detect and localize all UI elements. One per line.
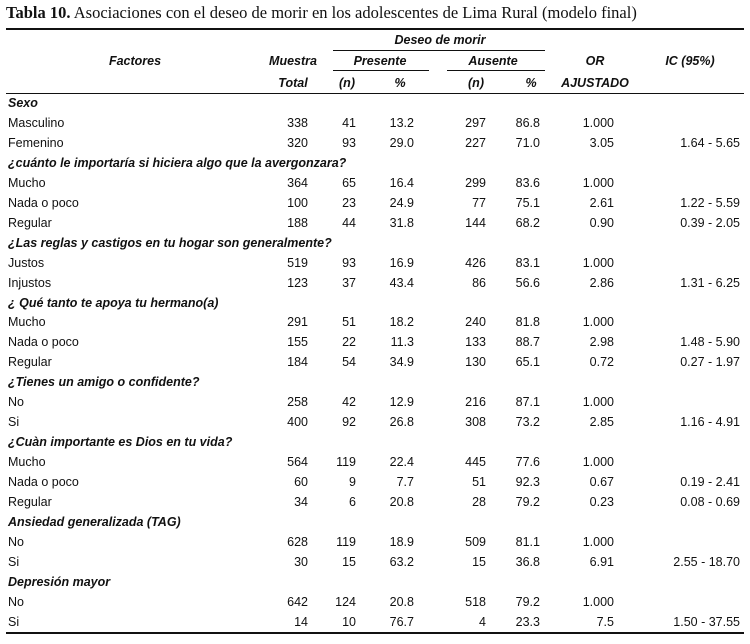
cell-ic: 1.64 - 5.65 <box>680 135 740 150</box>
cell-or: 6.91 <box>589 554 614 569</box>
section-heading: ¿cuánto le importaría si hiciera algo que la avergonzara? <box>8 155 347 170</box>
cell-ausente-n: 445 <box>465 455 486 470</box>
cell-ausente-pct: 71.0 <box>515 135 540 150</box>
cell-presente-pct: 11.3 <box>390 335 414 350</box>
cell-presente-pct: 20.8 <box>389 495 414 509</box>
cell-total: 100 <box>287 195 308 210</box>
cell-ausente-pct: 92.3 <box>515 475 540 490</box>
cell-presente-n: 37 <box>342 275 356 290</box>
cell-total: 14 <box>294 614 308 629</box>
header-ausente-pct: % <box>525 76 537 90</box>
cell-presente-pct: 16.9 <box>389 255 414 270</box>
cell-presente-n: 15 <box>342 554 356 569</box>
cell-total: 338 <box>287 115 308 130</box>
cell-presente-n: 42 <box>342 395 356 410</box>
cell-or: 0.23 <box>589 495 614 509</box>
cell-ausente-n: 227 <box>465 135 486 150</box>
header-ausente-underline <box>447 70 545 71</box>
section-heading: ¿Cuàn importante es Dios en tu vida? <box>8 435 233 450</box>
cell-ausente-n: 51 <box>472 475 486 490</box>
cell-ausente-pct: 68.2 <box>515 215 540 230</box>
cell-ausente-n: 216 <box>465 395 486 410</box>
row-label: Si <box>8 614 20 629</box>
cell-or: 1.000 <box>582 175 614 190</box>
cell-total: 30 <box>294 554 308 569</box>
section-heading: Ansiedad generalizada (TAG) <box>8 514 181 529</box>
cell-presente-pct: 12.9 <box>389 395 414 410</box>
row-label: Mucho <box>8 315 46 330</box>
cell-presente-pct: 22.4 <box>389 455 414 470</box>
cell-or: 0.67 <box>589 475 614 490</box>
cell-ausente-n: 297 <box>465 115 486 130</box>
cell-total: 34 <box>294 495 308 509</box>
cell-ic: 0.39 - 2.05 <box>680 215 740 230</box>
row-label: Regular <box>8 215 52 230</box>
cell-ausente-n: 15 <box>472 554 486 569</box>
row-label: Femenino <box>8 135 64 150</box>
cell-total: 60 <box>294 475 308 490</box>
cell-presente-n: 54 <box>342 355 356 370</box>
cell-or: 2.86 <box>589 275 614 290</box>
bottom-rule <box>6 632 744 634</box>
row-label: Nada o poco <box>8 195 79 210</box>
row-label: Masculino <box>8 115 65 130</box>
cell-or: 0.72 <box>589 355 614 370</box>
cell-ausente-pct: 81.8 <box>515 315 540 330</box>
cell-ausente-n: 426 <box>465 255 486 270</box>
cell-ausente-pct: 86.8 <box>515 115 540 130</box>
cell-or: 1.000 <box>582 315 614 330</box>
cell-ausente-pct: 79.2 <box>515 594 540 609</box>
cell-ic: 0.08 - 0.69 <box>680 495 740 509</box>
row-label: Si <box>8 554 20 569</box>
header-ajustado: AJUSTADO <box>561 76 629 90</box>
cell-total: 155 <box>287 335 308 350</box>
cell-presente-n: 51 <box>342 315 356 330</box>
cell-presente-pct: 13.2 <box>389 115 414 130</box>
section-heading: ¿Tienes un amigo o confidente? <box>8 375 200 390</box>
cell-ic: 1.22 - 5.59 <box>680 195 740 210</box>
cell-ausente-n: 240 <box>465 315 486 330</box>
cell-presente-n: 124 <box>335 594 356 609</box>
cell-presente-n: 119 <box>336 455 356 470</box>
table-caption-label: Tabla 10. <box>6 3 71 22</box>
header-total: Total <box>278 76 308 90</box>
section-heading: ¿Las reglas y castigos en tu hogar son generalmente? <box>8 235 332 250</box>
cell-ausente-n: 144 <box>465 215 486 230</box>
row-label: Nada o poco <box>8 335 79 350</box>
cell-total: 400 <box>287 415 308 430</box>
cell-or: 2.61 <box>589 195 614 210</box>
section-heading: ¿ Qué tanto te apoya tu hermano(a) <box>8 295 219 310</box>
cell-or: 1.000 <box>582 115 614 130</box>
header-muestra: Muestra <box>269 54 317 68</box>
cell-or: 1.000 <box>582 455 614 470</box>
table-caption <box>6 3 746 23</box>
cell-presente-pct: 24.9 <box>389 195 414 210</box>
cell-total: 519 <box>287 255 308 270</box>
cell-ausente-pct: 83.1 <box>515 255 540 270</box>
cell-presente-pct: 31.8 <box>389 215 414 230</box>
cell-presente-n: 22 <box>342 335 356 350</box>
cell-ausente-n: 77 <box>472 195 486 210</box>
cell-presente-pct: 16.4 <box>389 175 414 190</box>
cell-presente-n: 23 <box>342 195 356 210</box>
header-rule <box>6 93 744 94</box>
row-label: Mucho <box>8 175 46 190</box>
cell-presente-n: 6 <box>349 495 356 509</box>
row-label: Regular <box>8 355 52 370</box>
header-presente-underline <box>333 70 429 71</box>
cell-total: 188 <box>287 215 308 230</box>
cell-presente-pct: 63.2 <box>389 554 414 569</box>
cell-presente-pct: 76.7 <box>389 614 414 629</box>
cell-presente-pct: 18.9 <box>389 534 414 549</box>
cell-total: 642 <box>287 594 308 609</box>
cell-presente-pct: 34.9 <box>389 355 414 370</box>
cell-or: 3.05 <box>589 135 614 150</box>
cell-presente-n: 119 <box>336 534 356 549</box>
header-presente-n: (n) <box>339 76 355 90</box>
cell-ausente-pct: 73.2 <box>515 415 540 430</box>
row-label: No <box>8 395 24 410</box>
cell-ausente-n: 518 <box>465 594 486 609</box>
cell-presente-pct: 18.2 <box>389 315 414 330</box>
cell-presente-n: 93 <box>342 255 356 270</box>
cell-ausente-pct: 87.1 <box>515 395 540 410</box>
table-caption-text: Asociaciones con el deseo de morir en los adolescentes de Lima Rural (modelo final) <box>70 3 637 22</box>
cell-or: 1.000 <box>582 594 614 609</box>
cell-ausente-pct: 23.3 <box>515 614 540 629</box>
header-ausente: Ausente <box>468 54 518 68</box>
header-ic: IC (95%) <box>665 54 715 68</box>
cell-ausente-pct: 88.7 <box>515 335 540 350</box>
cell-or: 1.000 <box>582 534 614 549</box>
row-label: Mucho <box>8 455 46 470</box>
cell-total: 564 <box>287 455 308 470</box>
row-label: Justos <box>8 255 45 270</box>
cell-presente-pct: 26.8 <box>389 415 414 430</box>
cell-ausente-pct: 36.8 <box>515 554 540 569</box>
cell-ausente-pct: 56.6 <box>515 275 540 290</box>
header-ausente-n: (n) <box>468 76 484 90</box>
header-presente-pct: % <box>394 76 406 90</box>
row-label: Regular <box>8 495 52 509</box>
cell-ic: 0.27 - 1.97 <box>680 355 740 370</box>
cell-ausente-n: 130 <box>465 355 486 370</box>
cell-ausente-n: 308 <box>465 415 486 430</box>
cell-or: 0.90 <box>589 215 614 230</box>
cell-ausente-n: 509 <box>465 534 486 549</box>
cell-ausente-pct: 79.2 <box>515 495 540 509</box>
cell-total: 184 <box>287 355 308 370</box>
cell-ausente-pct: 81.1 <box>515 534 540 549</box>
cell-or: 1.000 <box>582 395 614 410</box>
cell-ausente-pct: 83.6 <box>515 175 540 190</box>
top-rule <box>6 28 744 30</box>
header-presente: Presente <box>353 54 407 68</box>
cell-or: 2.98 <box>589 335 614 350</box>
cell-ausente-pct: 77.6 <box>515 455 540 470</box>
row-label: No <box>8 534 24 549</box>
cell-or: 1.000 <box>582 255 614 270</box>
cell-total: 628 <box>287 534 308 549</box>
cell-ausente-pct: 75.1 <box>515 195 540 210</box>
header-or: OR <box>585 54 605 68</box>
cell-ic: 0.19 - 2.41 <box>680 475 740 490</box>
cell-presente-n: 41 <box>342 115 356 130</box>
header-factores: Factores <box>108 54 162 68</box>
cell-ausente-n: 133 <box>465 335 486 350</box>
cell-ausente-n: 86 <box>472 275 486 290</box>
cell-ausente-n: 299 <box>465 175 486 190</box>
cell-ic: 1.48 - 5.90 <box>680 335 740 350</box>
cell-ic: 2.55 - 18.70 <box>673 554 740 569</box>
section-heading: Sexo <box>8 96 38 110</box>
cell-ic: 1.50 - 37.55 <box>673 614 740 629</box>
cell-ic: 1.16 - 4.91 <box>680 415 740 430</box>
header-deseo-underline <box>333 50 545 51</box>
cell-total: 258 <box>287 395 308 410</box>
cell-ausente-n: 28 <box>472 495 486 509</box>
row-label: Nada o poco <box>8 475 79 490</box>
row-label: Si <box>8 415 20 430</box>
cell-presente-pct: 7.7 <box>396 475 414 490</box>
cell-presente-n: 10 <box>342 614 356 629</box>
cell-total: 364 <box>287 175 308 190</box>
cell-ic: 1.31 - 6.25 <box>680 275 740 290</box>
cell-presente-pct: 43.4 <box>389 275 414 290</box>
cell-total: 291 <box>287 315 308 330</box>
cell-or: 7.5 <box>596 614 614 629</box>
header-deseo-de-morir: Deseo de morir <box>394 33 486 47</box>
row-label: No <box>8 594 24 609</box>
row-label: Injustos <box>8 275 52 290</box>
cell-ausente-pct: 65.1 <box>515 355 540 370</box>
cell-ausente-n: 4 <box>479 614 486 629</box>
cell-presente-n: 44 <box>342 215 356 230</box>
cell-presente-pct: 20.8 <box>389 594 414 609</box>
cell-total: 123 <box>287 275 308 290</box>
cell-presente-n: 92 <box>342 415 356 430</box>
section-heading: Depresión mayor <box>8 574 111 589</box>
cell-or: 2.85 <box>589 415 614 430</box>
cell-presente-pct: 29.0 <box>389 135 414 150</box>
cell-presente-n: 9 <box>349 475 356 490</box>
cell-presente-n: 93 <box>342 135 356 150</box>
cell-total: 320 <box>287 135 308 150</box>
cell-presente-n: 65 <box>342 175 356 190</box>
